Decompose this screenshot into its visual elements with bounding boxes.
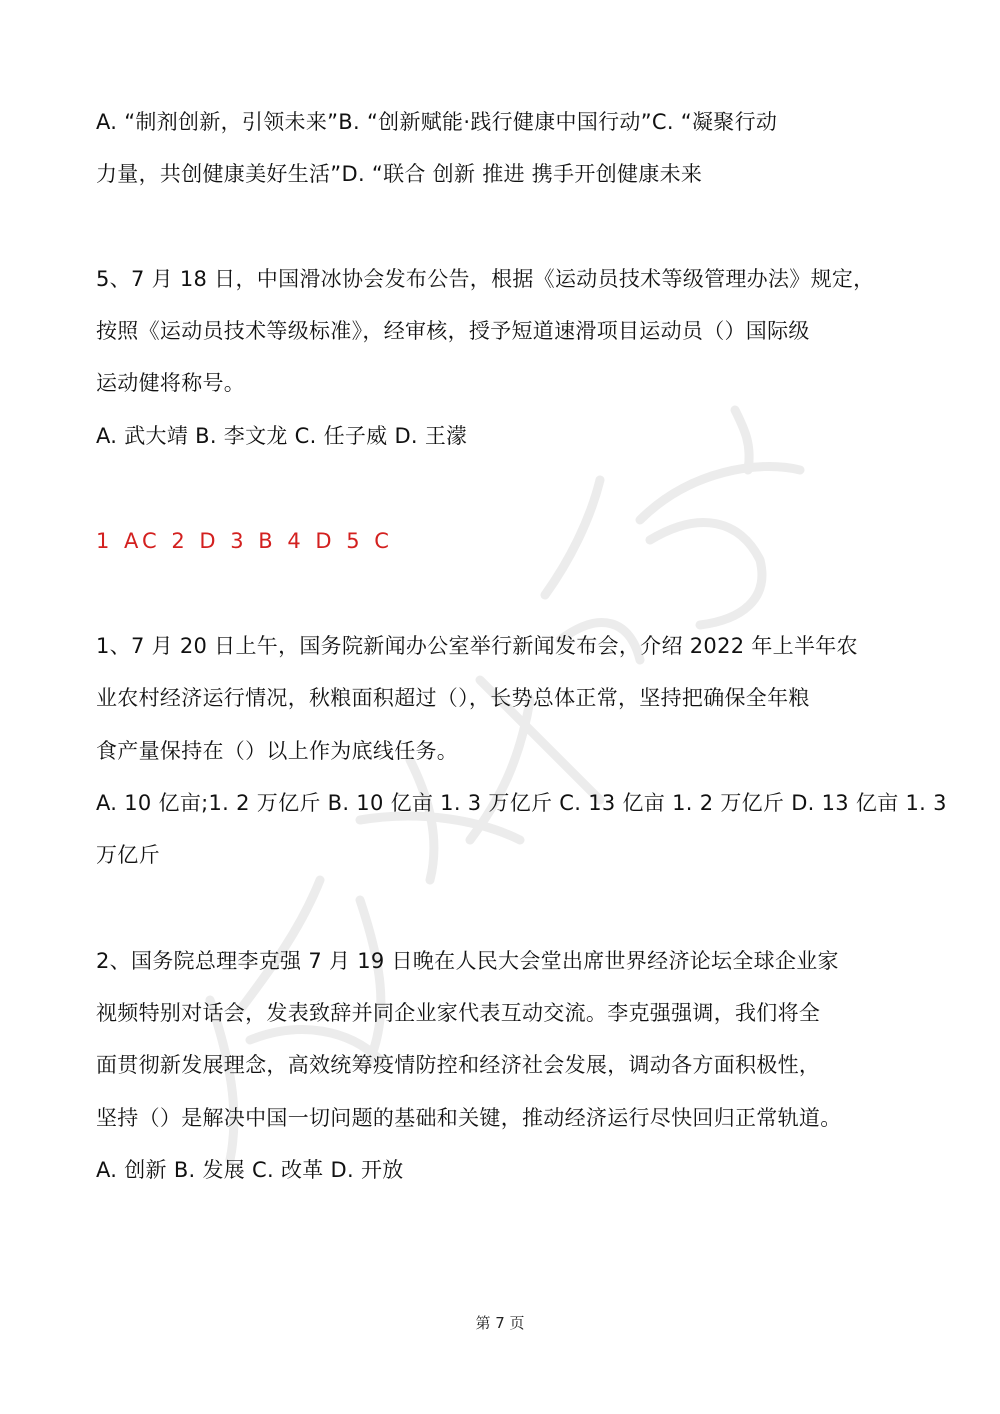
q1-text-line-1: 1、7 月 20 日上午，国务院新闻办公室举行新闻发布会，介绍 2022 年上半年农 xyxy=(96,634,858,658)
q1-text-line-2: 业农村经济运行情况，秋粮面积超过（），长势总体正常，坚持把确保全年粮 xyxy=(96,686,810,710)
q4-options-line-2: 力量，共创健康美好生活”D. “联合 创新 推进 携手开创健康未来 xyxy=(96,162,703,186)
answer-key: 1 AC 2 D 3 B 4 D 5 C xyxy=(96,529,393,553)
page-number: 第 7 页 xyxy=(475,1314,525,1332)
q5-options: A. 武大靖 B. 李文龙 C. 任子威 D. 王濛 xyxy=(96,424,468,448)
q4-options-line-1: A. “制剂创新，引领未来”B. “创新赋能·践行健康中国行动”C. “凝聚行动 xyxy=(96,110,778,134)
q1-options-line-1: A. 10 亿亩;1. 2 万亿斤 B. 10 亿亩 1. 3 万亿斤 C. 13 亿亩 1. 2 万亿斤 D. 13 亿亩 1. 3 xyxy=(96,791,947,815)
q1-options-line-2: 万亿斤 xyxy=(96,843,160,867)
q2-options: A. 创新 B. 发展 C. 改革 D. 开放 xyxy=(96,1158,404,1182)
q5-text-line-3: 运动健将称号。 xyxy=(96,371,246,395)
q2-text-line-1: 2、国务院总理李克强 7 月 19 日晚在人民大会堂出席世界经济论坛全球企业家 xyxy=(96,949,839,973)
q2-text-line-3: 面贯彻新发展理念，高效统筹疫情防控和经济社会发展，调动各方面积极性， xyxy=(96,1053,821,1077)
q5-text-line-2: 按照《运动员技术等级标准》，经审核，授予短道速滑项目运动员（）国际级 xyxy=(96,319,810,343)
q2-text-line-2: 视频特别对话会，发表致辞并同企业家代表互动交流。李克强强调，我们将全 xyxy=(96,1001,821,1025)
q1-text-line-3: 食产量保持在（）以上作为底线任务。 xyxy=(96,739,459,763)
q2-text-line-4: 坚持（）是解决中国一切问题的基础和关键，推动经济运行尽快回归正常轨道。 xyxy=(96,1106,842,1130)
q5-text-line-1: 5、7 月 18 日，中国滑冰协会发布公告，根据《运动员技术等级管理办法》规定， xyxy=(96,267,875,291)
